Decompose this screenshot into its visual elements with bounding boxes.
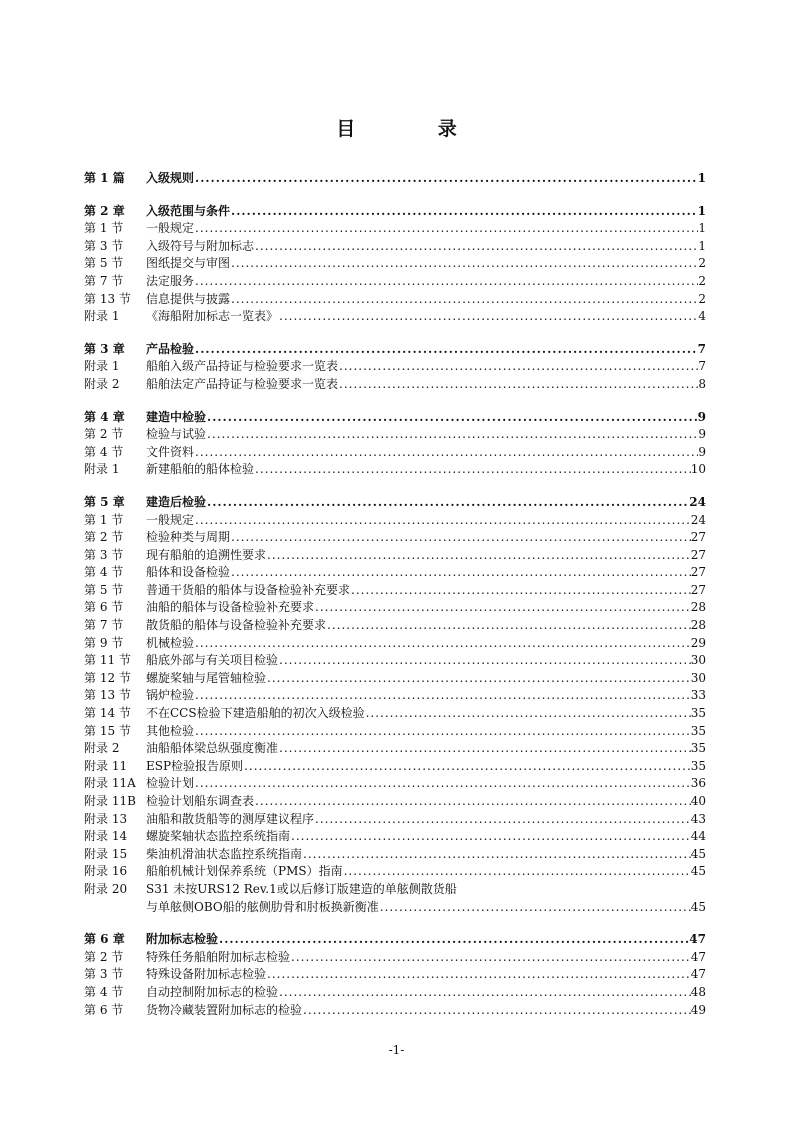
dot-leader [314,599,691,617]
toc-group [84,409,706,479]
dot-leader [266,670,691,688]
toc-entry[interactable] [84,740,706,758]
toc-entry-title: 螺旋桨轴与尾管轴检验 [146,670,267,685]
toc-entry-page: 10 [690,462,706,477]
toc-entry-title: 文件资料 [146,444,195,459]
toc-entry-title: 建造后检验 [146,494,207,509]
toc-entry-number: 附录 15 [84,846,128,861]
dot-leader [254,461,691,479]
toc-entry-page: 35 [690,723,706,738]
dot-leader [206,494,689,512]
toc-entry-number: 第 15 节 [84,723,131,738]
toc-entry-page: 9 [698,444,706,459]
dot-leader [302,846,691,864]
toc-entry-page: 45 [690,864,706,879]
dot-leader [302,1002,691,1020]
dot-leader [230,529,691,547]
toc-entry-page: 49 [690,1002,706,1017]
toc-entry-title: 船舶入级产品持证与检验要求一览表 [146,359,339,374]
toc-entry[interactable] [84,705,706,723]
toc-entry-page: 2 [698,256,706,271]
toc-entry-page: 45 [690,846,706,861]
toc-entry-number: 第 9 节 [84,635,124,650]
toc-entry-title: 建造中检验 [146,409,207,424]
toc-entry-page: 45 [690,899,706,914]
toc-entry[interactable] [84,547,706,565]
dot-leader [266,547,691,565]
toc-entry-number: 第 5 节 [84,256,124,271]
toc-entry-number: 第 5 章 [84,494,125,509]
toc-entry[interactable] [84,652,706,670]
toc-entry-page: 1 [697,203,706,218]
toc-entry-number: 第 7 节 [84,273,124,288]
toc-entry-page: 24 [689,494,706,509]
toc-entry-number: 附录 11A [84,776,136,791]
toc-entry-page: 47 [690,967,706,982]
toc-entry-number: 第 4 节 [84,984,124,999]
toc-entry[interactable] [84,966,706,984]
toc-entry[interactable] [84,687,706,705]
toc-heading-entry[interactable] [84,931,706,949]
dot-leader [194,635,691,653]
toc-entry-title: 检验种类与周期 [146,530,231,545]
toc-entry-number: 第 3 节 [84,238,124,253]
toc-entry[interactable] [84,529,706,547]
toc-entry-page: 9 [697,409,706,424]
toc-entry[interactable] [84,1002,706,1020]
toc-entry-number: 第 13 节 [84,291,131,306]
toc-entry-title: 一般规定 [146,221,195,236]
toc-entry[interactable] [84,308,706,326]
toc-entry-title: 入级符号与附加标志 [146,238,255,253]
toc-entry-title: 信息提供与披露 [146,291,231,306]
toc-entry[interactable] [84,582,706,600]
toc-entry[interactable] [84,670,706,688]
dot-leader [194,341,698,359]
toc-entry-title: 不在CCS检验下建造船舶的初次入级检验 [146,706,365,721]
toc-entry-number: 附录 11B [84,794,136,808]
toc-entry-title: 图纸提交与审图 [146,256,231,271]
dot-leader [278,652,691,670]
toc-entry[interactable] [84,775,706,793]
toc-entry-number: 附录 16 [84,864,128,879]
dot-leader [194,444,698,462]
toc-entry[interactable] [84,846,706,864]
dot-leader [290,949,691,967]
toc-entry-page: 9 [698,427,706,442]
toc-entry-title: 与单舷侧OBO船的舷侧肋骨和肘板换新衡准 [146,899,379,914]
toc-entry-title: 检验计划船东调查表 [146,794,255,808]
dot-leader [218,931,689,949]
toc-entry-title: 法定服务 [146,273,195,288]
toc-entry-number: 第 5 节 [84,582,124,597]
dot-leader [350,582,691,600]
toc-entry-page: 33 [690,688,706,703]
toc-entry-number: 附录 20 [84,881,128,896]
toc-entry-page: 48 [690,984,706,999]
dot-leader [194,512,691,530]
toc-entry[interactable] [84,863,706,881]
toc-entry-number: 第 6 章 [84,932,125,947]
toc-entry-page: 40 [690,794,706,808]
toc-entry-number: 附录 1 [84,462,120,477]
toc-entry-number: 附录 11 [84,758,128,773]
toc-entry-page: 28 [690,618,706,633]
toc-entry[interactable] [84,635,706,653]
toc-entry-number: 第 1 篇 [84,171,125,185]
toc-entry-page: 1 [698,221,706,236]
toc-entry-number: 第 12 节 [84,670,131,685]
toc-entry-page: 2 [698,291,706,306]
toc-entry-title: 新建船舶的船体检验 [146,462,255,477]
toc-entry[interactable] [84,811,706,829]
toc-entry-page: 4 [698,309,706,324]
toc-entry-number: 第 4 章 [84,409,125,424]
toc-entry[interactable] [84,220,706,238]
toc-entry-number: 附录 13 [84,811,128,826]
toc-entry-page: 35 [690,706,706,721]
toc-entry-number: 第 2 节 [84,949,124,964]
toc-entry-title: 一般规定 [146,512,195,527]
toc-entry-number: 附录 1 [84,359,120,374]
dot-leader [206,426,698,444]
toc-entry-title: 柴油机滑油状态监控系统指南 [146,846,303,861]
toc-entry-title: 船舶法定产品持证与检验要求一览表 [146,376,339,391]
toc-entry-title: 船舶机械计划保养系统（PMS）指南 [146,864,343,879]
toc-entry-title: 船底外部与有关项目检验 [146,653,279,668]
toc-entry-page: 27 [690,565,706,580]
toc-entry[interactable] [84,358,706,376]
dot-leader [194,775,691,793]
toc-entry[interactable] [84,273,706,291]
toc-heading-entry[interactable] [84,341,706,359]
toc-entry[interactable] [84,376,706,394]
page-number: -1- [388,1043,405,1057]
dot-leader [326,617,691,635]
toc-entry-page: 35 [690,741,706,756]
toc-entry-number: 第 11 节 [84,653,131,668]
toc-entry-number: 第 2 节 [84,530,124,545]
toc-group [84,341,706,394]
toc-entry-title: 检验计划 [146,776,195,791]
toc-entry-title: S31 未按URS12 Rev.1或以后修订版建造的单舷侧散货船 [146,881,457,896]
toc-group [84,494,706,916]
toc-entry-page: 43 [690,811,706,826]
toc-entry-page: 35 [690,758,706,773]
toc-heading-entry[interactable] [84,170,706,188]
toc-entry[interactable] [84,291,706,309]
toc-entry[interactable] [84,564,706,582]
toc-entry-title: 油船和散货船等的测厚建议程序 [146,811,315,826]
dot-leader [278,308,698,326]
toc-entry-number: 第 1 节 [84,221,124,236]
toc-entry-page: 27 [690,582,706,597]
toc-entry-number: 第 3 章 [84,341,125,356]
toc-entry-title: 油船船体梁总纵强度衡准 [146,741,279,756]
toc-entry[interactable] [84,899,706,917]
toc-entry-page: 2 [698,273,706,288]
dot-leader [194,723,691,741]
dot-leader [194,687,691,705]
toc-entry-title: 机械检验 [146,635,195,650]
toc-entry[interactable] [84,444,706,462]
dot-leader [254,793,691,811]
toc-entry-number: 第 6 节 [84,1002,124,1017]
toc-entry[interactable] [84,828,706,846]
toc-entry[interactable] [84,461,706,479]
dot-leader [365,705,691,723]
toc-group [84,203,706,326]
toc-entry[interactable] [84,512,706,530]
toc-entry-title: 其他检验 [146,723,195,738]
toc-heading-entry[interactable] [84,494,706,512]
toc-entry-title: 特殊设备附加标志检验 [146,967,267,982]
toc-entry-title: 现有船舶的追溯性要求 [146,547,267,562]
toc-entry-page: 1 [698,238,706,253]
toc-entry-title: 普通干货船的船体与设备检验补充要求 [146,582,351,597]
toc-entry-page: 47 [690,949,706,964]
dot-leader [278,740,691,758]
toc-entry-number: 第 7 节 [84,618,124,633]
toc-entry[interactable] [84,599,706,617]
dot-leader [278,984,691,1002]
dot-leader [194,220,698,238]
toc-entry-number: 附录 1 [84,309,120,324]
toc-entry-page: 36 [690,776,706,791]
toc-entry-title: 产品检验 [146,341,195,356]
toc-entry[interactable] [84,949,706,967]
dot-leader [314,811,691,829]
toc-entry-title: 油船的船体与设备检验补充要求 [146,600,315,615]
toc-entry-page: 28 [690,600,706,615]
toc-entry-page: 30 [690,670,706,685]
page-title: 目 录 [336,118,495,140]
toc-entry-page: 7 [697,341,706,356]
toc-entry-title: 《海船附加标志一览表》 [146,309,279,324]
dot-leader [230,255,698,273]
toc-group [84,931,706,1019]
toc-entry-title: 螺旋桨轴状态监控系统指南 [146,829,291,844]
toc-entry-title: 入级范围与条件 [146,203,231,218]
toc-entry-title: 自动控制附加标志的检验 [146,984,279,999]
toc-entry-number: 第 4 节 [84,565,124,580]
dot-leader [194,170,698,188]
dot-leader [343,863,691,881]
dot-leader [206,409,698,427]
toc-entry-title: 检验与试验 [146,427,207,442]
toc-entry-page: 30 [690,653,706,668]
toc-entry[interactable] [84,793,706,811]
toc-entry-title: 货物冷藏装置附加标志的检验 [146,1002,303,1017]
toc-entry[interactable] [84,426,706,444]
toc-entry[interactable] [84,238,706,256]
toc-entry[interactable] [84,984,706,1002]
toc-entry-number: 第 2 章 [84,203,125,218]
toc-entry-number: 附录 2 [84,376,120,391]
toc-entry[interactable] [84,758,706,776]
toc-heading-entry[interactable] [84,409,706,427]
toc-entry-title: 特殊任务船舶附加标志检验 [146,949,291,964]
dot-leader [243,758,691,776]
toc-entry-page: 47 [689,932,706,947]
toc-heading-entry[interactable] [84,203,706,221]
toc-entry-page: 1 [697,171,706,185]
toc-entry-number: 附录 14 [84,829,128,844]
toc-entry-page: 29 [690,635,706,650]
toc-entry-number: 第 3 节 [84,967,124,982]
toc-entry-page: 27 [690,530,706,545]
toc-entry[interactable] [84,723,706,741]
toc-entry-page: 8 [698,376,706,391]
toc-entry[interactable] [84,881,706,899]
toc-entry-title: 入级规则 [146,171,195,185]
toc-entry-number: 第 6 节 [84,600,124,615]
toc-entry-title: ESP检验报告原则 [146,758,244,773]
toc-entry-number: 第 1 节 [84,512,124,527]
toc-entry-number: 第 3 节 [84,547,124,562]
dot-leader [379,899,691,917]
toc-entry-page: 24 [690,512,706,527]
dot-leader [194,273,698,291]
toc-group [84,170,706,188]
toc-entry-title: 锅炉检验 [146,688,195,703]
dot-leader [254,238,698,256]
toc-entry-title: 附加标志检验 [146,932,219,947]
dot-leader [230,564,691,582]
toc-entry[interactable] [84,255,706,273]
toc-entry-number: 第 4 节 [84,444,124,459]
toc-entry-page: 44 [690,829,706,844]
toc-entry-number: 第 2 节 [84,427,124,442]
dot-leader [338,376,698,394]
toc-entry-number: 附录 2 [84,741,120,756]
toc-entry-title: 散货船的船体与设备检验补充要求 [146,618,327,633]
toc-entry-number: 第 14 节 [84,706,131,721]
dot-leader [230,291,698,309]
dot-leader [266,966,691,984]
toc-entry-title: 船体和设备检验 [146,565,231,580]
dot-leader [230,203,698,221]
toc-entry-page: 27 [690,547,706,562]
toc-entry-number: 第 13 节 [84,688,131,703]
dot-leader [338,358,698,376]
table-of-contents [84,170,706,1034]
dot-leader [290,828,691,846]
toc-entry-page: 7 [698,359,706,374]
toc-entry[interactable] [84,617,706,635]
